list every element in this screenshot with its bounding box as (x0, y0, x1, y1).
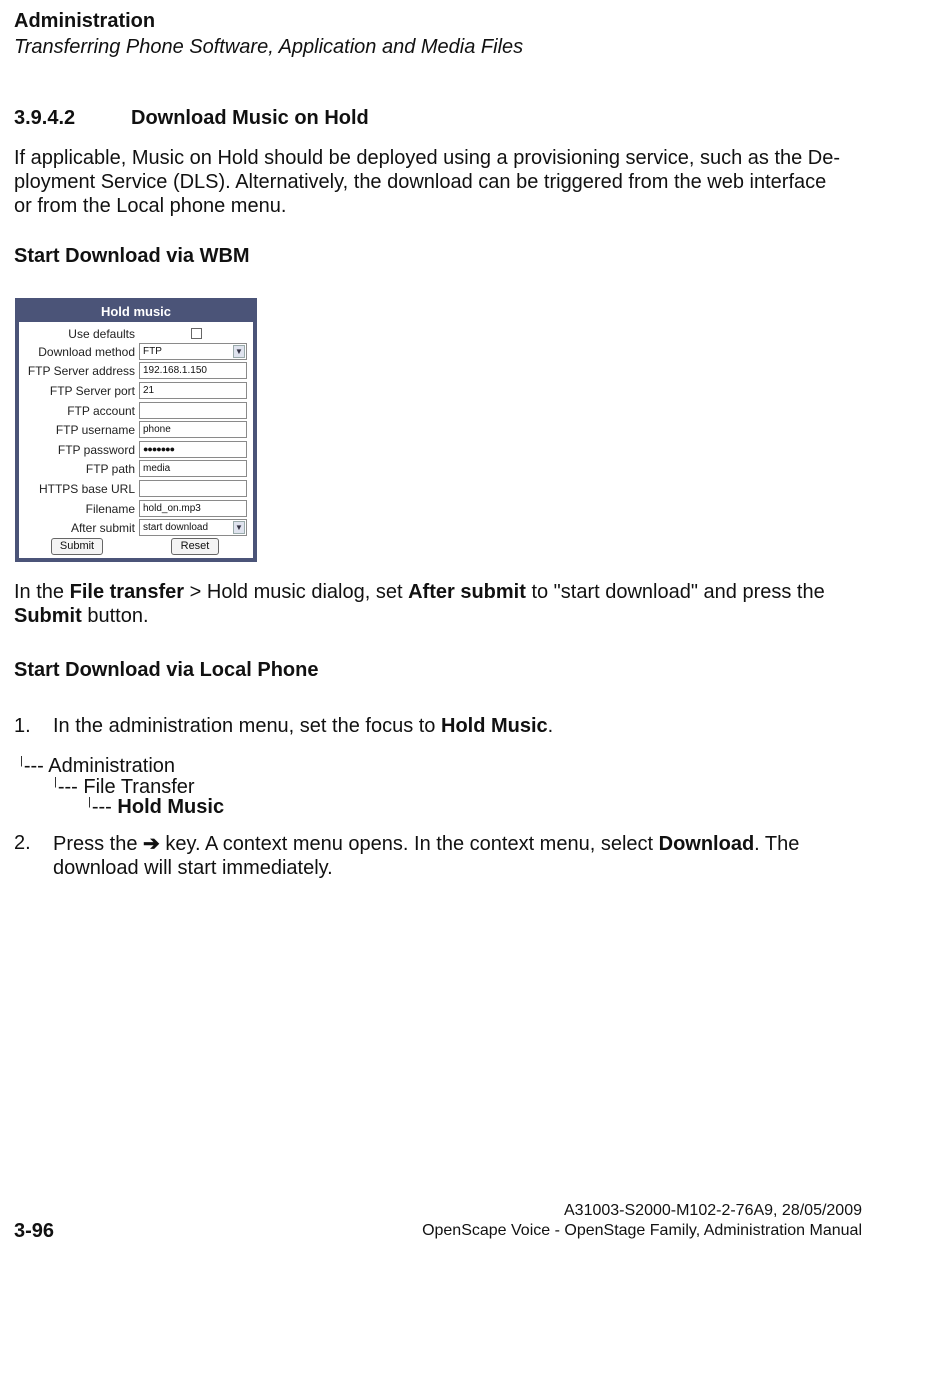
ui-term-hold-music: Hold Music (441, 715, 548, 737)
step-2-text (53, 832, 853, 880)
tree-tick: | (20, 755, 23, 767)
form-row-https-url (19, 480, 253, 499)
step-2-number: 2. (14, 832, 31, 854)
instruction-line (14, 580, 864, 604)
text-run: key. A context menu opens. In the context menu, select (159, 833, 659, 855)
panel-form (19, 322, 253, 558)
ftp-account-input[interactable] (139, 402, 247, 419)
footer-doc-id: A31003-S2000-M102-2-76A9, 28/05/2009 (564, 1202, 862, 1219)
form-row-path (19, 460, 253, 479)
step-1-number: 1. (14, 715, 31, 737)
intro-line: If applicable, Music on Hold should be deployed using a provisioning service, such as the De- (14, 147, 841, 169)
form-row-server-port (19, 382, 253, 401)
intro-paragraph (14, 146, 864, 218)
hold-music-panel (15, 298, 257, 562)
form-row-use-defaults (19, 325, 253, 344)
field-label: FTP path (85, 462, 135, 476)
text-run: to "start download" and press the (525, 581, 825, 603)
ui-term-download: Download (658, 833, 755, 855)
step-2-line (53, 832, 853, 856)
intro-line: or from the Local phone menu. (14, 195, 287, 217)
ui-term-file-transfer: File transfer (69, 581, 185, 603)
field-label: Download method (38, 345, 135, 359)
after-submit-select[interactable] (139, 519, 247, 536)
form-row-download-method (19, 343, 253, 362)
text-run: > Hold music dialog, set (184, 581, 409, 603)
text-run: . (547, 715, 554, 737)
tree-label: --- Administration (23, 755, 176, 777)
field-label: FTP Server address (27, 364, 135, 378)
text-run: In the administration menu, set the focus to (53, 715, 441, 737)
tree-prefix: --- (91, 796, 118, 818)
running-header-subtitle: Transferring Phone Software, Application and Media Files (14, 36, 524, 58)
field-label: Filename (85, 502, 135, 516)
footer-manual-title: OpenScape Voice - OpenStage Family, Administration Manual (422, 1222, 862, 1239)
use-defaults-checkbox[interactable] (191, 328, 202, 339)
menu-tree-level-3 (88, 796, 224, 819)
form-row-after-submit (19, 519, 253, 538)
select-value: FTP (143, 346, 162, 357)
wbm-instruction (14, 580, 864, 628)
section-title: Download Music on Hold (131, 107, 369, 129)
field-label: FTP username (55, 423, 135, 437)
field-label: FTP Server port (49, 384, 135, 398)
field-label: FTP password (57, 443, 135, 457)
step-2-line: download will start immediately. (53, 857, 333, 879)
text-run: Press the (53, 833, 144, 855)
field-label: FTP account (67, 404, 135, 418)
ftp-password-input[interactable]: ●●●●●●● (139, 441, 247, 458)
tree-label: --- File Transfer (57, 776, 195, 798)
tree-tick: | (54, 776, 57, 788)
panel-title: Hold music (100, 304, 172, 319)
reset-button[interactable]: Reset (171, 538, 219, 555)
text-run: . The (754, 833, 800, 855)
https-base-url-input[interactable] (139, 480, 247, 497)
text-run: In the (14, 581, 70, 603)
form-row-username (19, 421, 253, 440)
ftp-path-input[interactable]: media (139, 460, 247, 477)
tree-tick: | (88, 796, 91, 808)
tree-label-hold-music: Hold Music (117, 796, 225, 818)
field-label: Use defaults (68, 327, 135, 341)
field-label: HTTPS base URL (38, 482, 135, 496)
ftp-server-port-input[interactable]: 21 (139, 382, 247, 399)
step-1-text (53, 715, 553, 738)
menu-tree-level-1 (20, 755, 175, 778)
intro-line: ployment Service (DLS). Alternatively, the download can be triggered from the web interface (14, 171, 827, 193)
running-header-title: Administration (14, 10, 156, 32)
ftp-server-address-input[interactable]: 192.168.1.150 (139, 362, 247, 379)
ftp-username-input[interactable]: phone (139, 421, 247, 438)
form-row-password (19, 441, 253, 460)
section-number: 3.9.4.2 (14, 107, 76, 129)
form-row-filename (19, 500, 253, 519)
local-phone-heading: Start Download via Local Phone (14, 659, 319, 681)
chevron-down-icon: ▼ (233, 345, 245, 358)
page-number: 3-96 (14, 1220, 55, 1242)
submit-button[interactable]: Submit (51, 538, 103, 555)
field-label: After submit (70, 521, 135, 535)
form-row-server-address (19, 362, 253, 381)
instruction-line (14, 604, 864, 628)
ui-term-after-submit: After submit (408, 581, 526, 603)
select-value: start download (143, 522, 209, 533)
wbm-heading: Start Download via WBM (14, 245, 250, 267)
ui-term-submit: Submit (14, 605, 82, 627)
filename-input[interactable]: hold_on.mp3 (139, 500, 247, 517)
right-arrow-key-icon: ➔ (143, 833, 160, 855)
text-run: button. (81, 605, 149, 627)
download-method-select[interactable] (139, 343, 247, 360)
chevron-down-icon: ▼ (233, 521, 245, 534)
form-row-account (19, 402, 253, 421)
